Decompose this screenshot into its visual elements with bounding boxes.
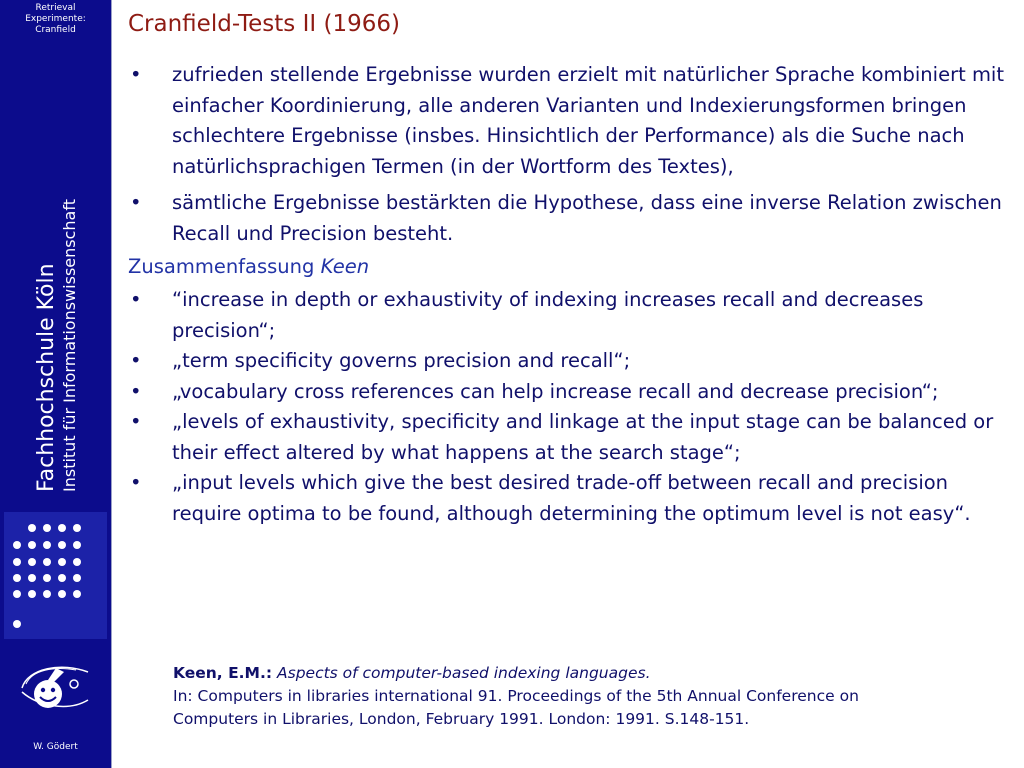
grid-dot — [73, 590, 81, 598]
summary-list — [128, 285, 1008, 529]
grid-dot — [58, 541, 66, 549]
grid-dot — [43, 590, 51, 598]
institute-name: Institut für Informationswissenschaft — [59, 199, 79, 492]
grid-dot — [43, 574, 51, 582]
grid-dot — [28, 541, 36, 549]
summary-author-name: Keen — [320, 255, 370, 278]
reference-work: Aspects of computer-based indexing languages. — [277, 664, 651, 682]
list-item: • „levels of exhaustivity, specificity and linkage at the input stage can be balanced or their effect altered by what happens at the search stage“; — [128, 407, 1008, 468]
grid-dot — [13, 590, 21, 598]
author-label: W. Gödert — [33, 742, 78, 752]
grid-dot — [13, 558, 21, 566]
dot-grid-icon — [4, 512, 107, 639]
sidebar-section-label: Retrieval Experimente: Cranfield — [25, 3, 86, 35]
sidebar — [0, 0, 111, 768]
grid-dot — [13, 574, 21, 582]
grid-dot — [13, 620, 21, 628]
summary-heading — [128, 252, 1008, 282]
reference — [173, 662, 1003, 731]
smiley-logo-icon — [18, 660, 92, 720]
list-item: • sämtliche Ergebnisse bestärkten die Hypothese, dass eine inverse Relation zwischen Recall und Precision besteht. — [128, 188, 1008, 249]
reference-author: Keen, E.M.: — [173, 664, 273, 682]
list-item: • “increase in depth or exhaustivity of indexing increases recall and decreases precision“; — [128, 285, 1008, 346]
grid-dot — [28, 590, 36, 598]
list-item: • „input levels which give the best desired trade-off between recall and precision require optima to be found, although determining the optimum level is not easy“. — [128, 468, 1008, 529]
grid-dot — [58, 590, 66, 598]
grid-dot — [58, 524, 66, 532]
reference-source: Computers in Libraries, London, February 1991. London: 1991. S.148-151. — [173, 710, 750, 728]
grid-dot — [43, 558, 51, 566]
school-name: Fachhochschule Köln — [33, 263, 59, 492]
grid-dot — [73, 574, 81, 582]
slide-content — [128, 8, 1008, 529]
grid-dot — [43, 524, 51, 532]
grid-dot — [58, 558, 66, 566]
grid-dot — [73, 524, 81, 532]
grid-dot — [13, 541, 21, 549]
grid-dot — [28, 558, 36, 566]
slide-title: Cranfield-Tests II (1966) — [128, 11, 400, 37]
sidebar-divider — [111, 0, 112, 768]
reference-source: In: Computers in libraries international 91. Proceedings of the 5th Annual Conference on — [173, 687, 859, 705]
institution-label — [16, 112, 96, 492]
grid-dot — [58, 574, 66, 582]
list-item: • „vocabulary cross references can help increase recall and decrease precision“; — [128, 377, 1008, 408]
results-list — [128, 60, 1008, 249]
list-item: • zufrieden stellende Ergebnisse wurden erzielt mit natürlicher Sprache kombiniert mit einfacher Koordinierung, alle anderen Varianten und Indexierungsformen bringen schlechtere Ergebnisse (insbes. Hinsichtlich der Performance) als die Suche nach natürlichsprachigen Termen (in der Wortform des Textes), — [128, 60, 1008, 182]
list-item: • „term specificity governs precision and recall“; — [128, 346, 1008, 377]
summary-label: Zusammenfassung — [128, 255, 321, 278]
grid-dot — [28, 524, 36, 532]
grid-dot — [73, 541, 81, 549]
grid-dot — [28, 574, 36, 582]
grid-dot — [73, 558, 81, 566]
grid-dot — [43, 541, 51, 549]
